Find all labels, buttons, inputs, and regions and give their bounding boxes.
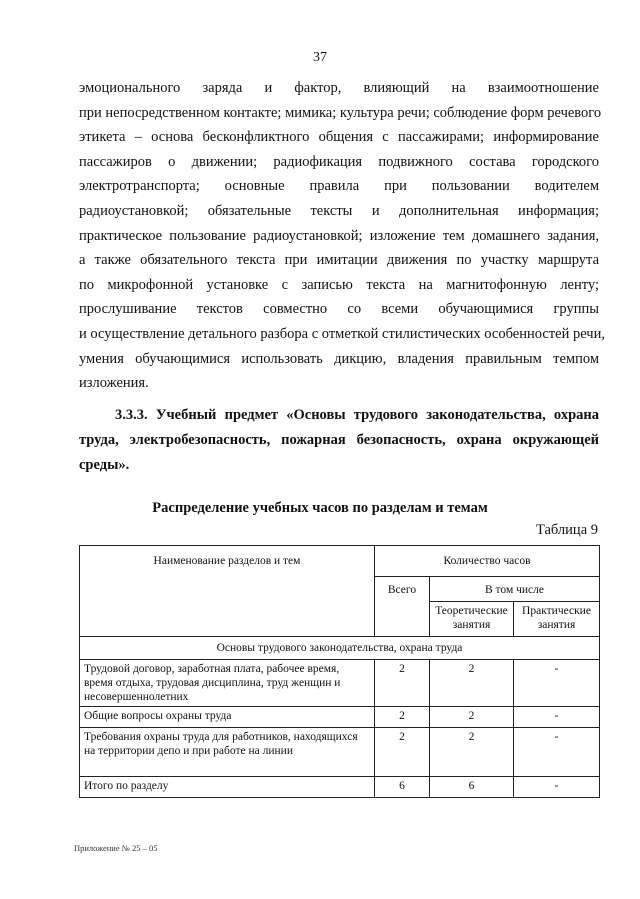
paragraph-line: электротранспорта; основные правила при пользовании водителем <box>79 178 599 195</box>
table-row <box>80 728 600 777</box>
paragraph-line: пассажиров о движении; радиофикация подвижного состава городского <box>79 153 599 170</box>
page-number: 37 <box>313 50 327 65</box>
section-heading <box>79 403 599 478</box>
header-name: Наименование разделов и тем <box>80 546 375 637</box>
total-hours: 2 <box>375 707 430 728</box>
paragraph-line: а также обязательного текста при имитации движения по участку маршрута <box>79 252 599 269</box>
section-row-title: Основы трудового законодательства, охрана труда <box>80 637 600 660</box>
hours-table <box>79 545 600 798</box>
distribution-title: Распределение учебных часов по разделам и темам <box>152 500 488 516</box>
table-label: Таблица 9 <box>535 522 598 538</box>
theory-hours: 2 <box>430 728 514 777</box>
paragraph-line: по микрофонной установке с записью текста на магнитофонную ленту; <box>79 276 599 293</box>
total-hours: 2 <box>375 728 430 777</box>
theory-hours: 2 <box>430 660 514 707</box>
topic-name: Общие вопросы охраны труда <box>80 707 375 728</box>
header-hours: Количество часов <box>375 546 600 577</box>
header-theory: Теоретические занятия <box>430 602 514 637</box>
paragraph-line: этикета – основа бесконфликтного общения с пассажирами; информирование <box>79 129 599 146</box>
table-row <box>80 660 600 707</box>
total-hours: 6 <box>375 777 430 798</box>
header-practice: Практические занятия <box>514 602 600 637</box>
practice-hours: - <box>514 660 600 707</box>
section-heading-line: среды». <box>79 457 130 473</box>
header-total: Всего <box>375 577 430 637</box>
practice-hours: - <box>514 728 600 777</box>
table-row <box>80 777 600 798</box>
table-row <box>80 707 600 728</box>
paragraph-line: радиоустановкой; обязательные тексты и дополнительная информация; <box>79 202 599 219</box>
paragraph-line: и осуществление детального разбора с отметкой стилистических особенностей речи, <box>79 325 605 342</box>
section-heading-line: труда, электробезопасность, пожарная безопасность, охрана окружающей <box>79 432 599 448</box>
topic-name: Требования охраны труда для работников, находящихся на территории депо и при работе на линии <box>80 728 375 777</box>
theory-hours: 2 <box>430 707 514 728</box>
section-heading-line: 3.3.3. Учебный предмет «Основы трудового законодательства, охрана <box>115 407 599 423</box>
paragraph-line: при непосредственном контакте; мимика; культура речи; соблюдение форм речевого <box>79 104 602 121</box>
paragraph-line: эмоционального заряда и фактор, влияющий на взаимоотношение <box>79 80 599 96</box>
paragraph-line: прослушивание текстов совместно со всеми обучающимися группы <box>79 301 599 318</box>
paragraph <box>79 76 605 396</box>
practice-hours: - <box>514 777 600 798</box>
paragraph-line: практическое пользование радиоустановкой; изложение тем домашнего задания, <box>79 227 599 244</box>
topic-name: Итого по разделу <box>80 777 375 798</box>
practice-hours: - <box>514 707 600 728</box>
topic-name: Трудовой договор, заработная плата, рабочее время, время отдыха, трудовая дисциплина, труд женщин и несовершеннолетних <box>80 660 375 707</box>
header-including: В том числе <box>430 577 600 602</box>
paragraph-line: умения обучающимися использовать дикцию, владения правильным темпом <box>79 350 599 367</box>
footer-note: Приложение № 25 – 05 <box>74 843 158 853</box>
paragraph-line: изложения. <box>79 375 149 392</box>
theory-hours: 6 <box>430 777 514 798</box>
total-hours: 2 <box>375 660 430 707</box>
